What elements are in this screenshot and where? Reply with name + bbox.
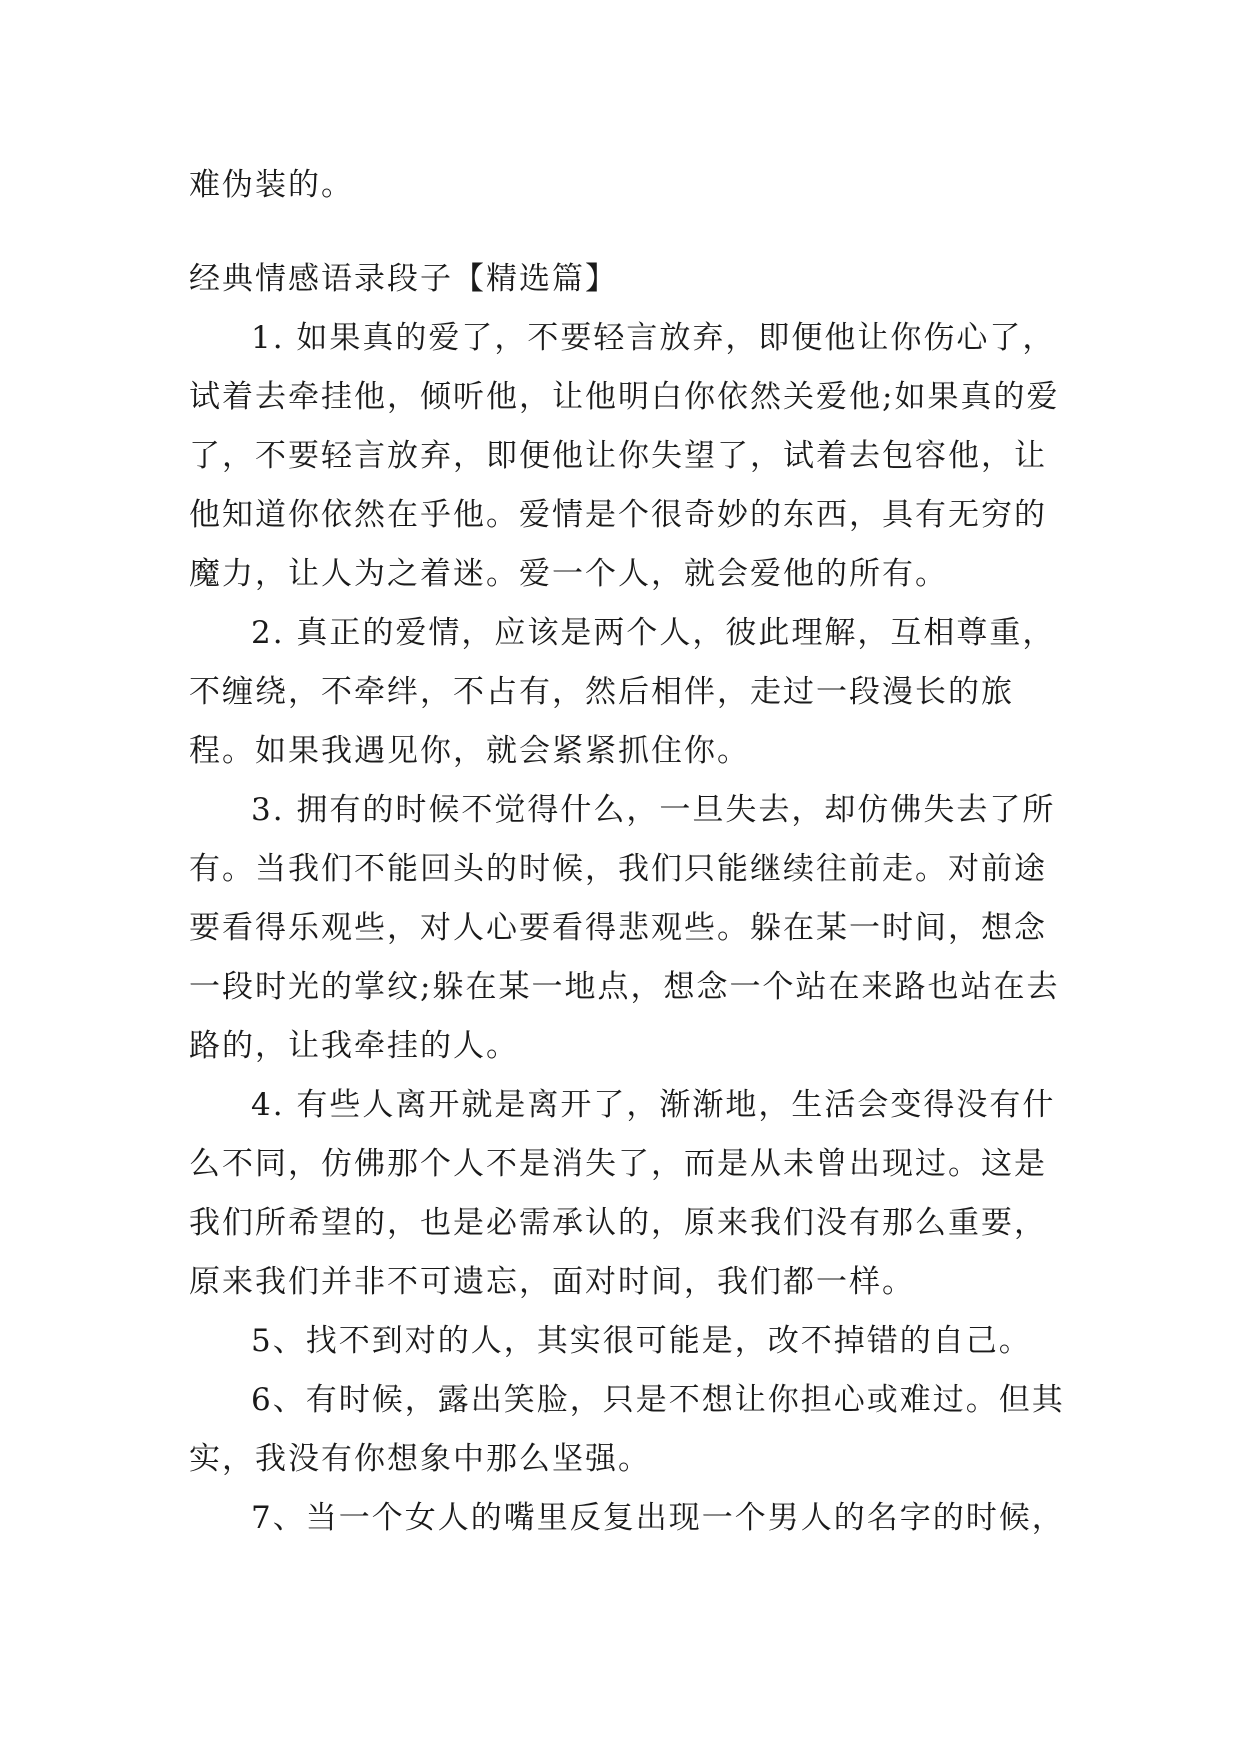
paragraph-3: 3. 拥有的时候不觉得什么，一旦失去，却仿佛失去了所有。当我们不能回头的时候，我们只能继续往前走。对前途要看得乐观些，对人心要看得悲观些。躲在某一时间，想念一段时光的掌纹;躲在某一地点，想念一个站在来路也站在去路的，让我牵挂的人。	[189, 792, 1060, 1064]
section-title: 经典情感语录段子【精选篇】	[189, 261, 618, 297]
paragraph-1: 1. 如果真的爱了，不要轻言放弃，即便他让你伤心了，试着去牵挂他，倾听他，让他明白你依然关爱他;如果真的爱了，不要轻言放弃，即便他让你失望了，试着去包容他，让他知道你依然在乎他。爱情是个很奇妙的东西，具有无穷的魔力，让人为之着迷。爱一个人，就会爱他的所有。	[189, 320, 1060, 592]
continuation-block	[189, 156, 1069, 215]
paragraph-7: 7、当一个女人的嘴里反复出现一个男人的名字的时候，	[251, 1500, 1065, 1536]
paragraph-2: 2. 真正的爱情，应该是两个人，彼此理解，互相尊重，不缠绕，不牵绊，不占有，然后相伴，走过一段漫长的旅程。如果我遇见你，就会紧紧抓住你。	[189, 615, 1056, 769]
paragraph-5: 5、找不到对的人，其实很可能是，改不掉错的自己。	[251, 1323, 1032, 1359]
paragraph-6: 6、有时候，露出笑脸，只是不想让你担心或难过。但其实，我没有你想象中那么坚强。	[189, 1382, 1065, 1477]
quotes-section	[189, 250, 1069, 1548]
continuation-text: 难伪装的。	[189, 167, 354, 203]
paragraph-4: 4. 有些人离开就是离开了，渐渐地，生活会变得没有什么不同，仿佛那个人不是消失了，而是从未曾出现过。这是我们所希望的，也是必需承认的，原来我们没有那么重要，原来我们并非不可遗忘，面对时间，我们都一样。	[189, 1087, 1056, 1300]
